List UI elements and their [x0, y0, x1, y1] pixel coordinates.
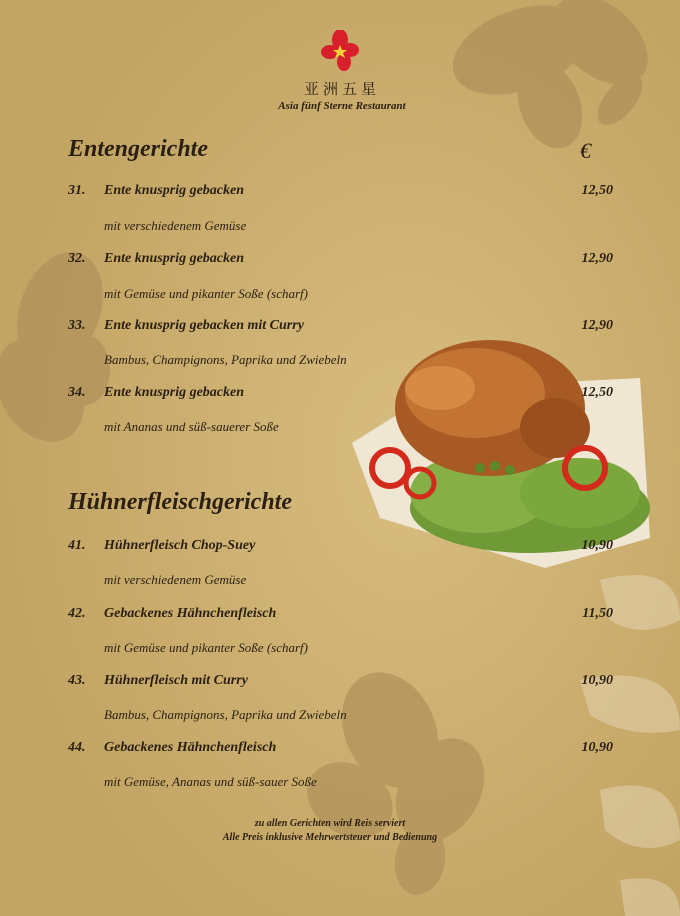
section-title-duck: Entengerichte: [68, 136, 209, 162]
roast-duck-image: [330, 318, 650, 570]
item-number: 44.: [68, 740, 86, 755]
section-title-chicken: Hühnerfleischgerichte: [68, 489, 293, 515]
currency-symbol: €: [580, 138, 591, 163]
item-name: Ente knusprig gebacken: [104, 183, 245, 198]
item-description: mit Gemüse, Ananas und süß-sauer Soße: [104, 774, 317, 789]
footer-note-vat: Alle Preis inklusive Mehrwertsteuer und Bedienung: [222, 832, 438, 843]
item-number: 43.: [68, 673, 86, 688]
item-description: Bambus, Champignons, Paprika und Zwiebeln: [104, 707, 347, 722]
item-price: 10,90: [581, 673, 613, 688]
item-number: 42.: [68, 606, 86, 621]
item-description: mit Gemüse und pikanter Soße (scharf): [104, 640, 308, 655]
item-name: Ente knusprig gebacken mit Curry: [104, 318, 304, 333]
item-number: 32.: [68, 251, 86, 266]
item-number: 41.: [68, 538, 86, 553]
item-description: mit verschiedenem Gemüse: [104, 218, 247, 233]
item-number: 31.: [68, 183, 86, 198]
item-description: mit Gemüse und pikanter Soße (scharf): [104, 286, 308, 301]
item-description: mit Ananas und süß-sauerer Soße: [104, 419, 279, 434]
star-flower-logo-icon: [320, 30, 360, 72]
item-price: 12,90: [581, 251, 613, 266]
item-name: Gebackenes Hähnchenfleisch: [104, 606, 277, 621]
logo-script-text: Asia fünf Sterne Restaurant: [278, 100, 406, 112]
item-name: Hühnerfleisch mit Curry: [104, 673, 248, 688]
item-name: Hühnerfleisch Chop-Suey: [104, 538, 256, 553]
item-description: Bambus, Champignons, Paprika und Zwiebeln: [104, 352, 347, 367]
item-price: 11,50: [582, 606, 613, 621]
item-price: 10,90: [581, 538, 613, 553]
item-price: 10,90: [581, 740, 613, 755]
item-price: 12,90: [581, 318, 613, 333]
item-name: Ente knusprig gebacken: [104, 385, 245, 400]
footer-note-rice: zu allen Gerichten wird Reis serviert: [254, 818, 406, 829]
item-name: Ente knusprig gebacken: [104, 251, 245, 266]
restaurant-logo: [262, 30, 422, 125]
logo-chinese-text: 亚洲五星: [303, 80, 380, 98]
item-price: 12,50: [581, 385, 613, 400]
item-description: mit verschiedenem Gemüse: [104, 572, 247, 587]
item-name: Gebackenes Hähnchenfleisch: [104, 740, 277, 755]
item-number: 34.: [68, 385, 86, 400]
item-number: 33.: [68, 318, 86, 333]
item-price: 12,50: [581, 183, 613, 198]
